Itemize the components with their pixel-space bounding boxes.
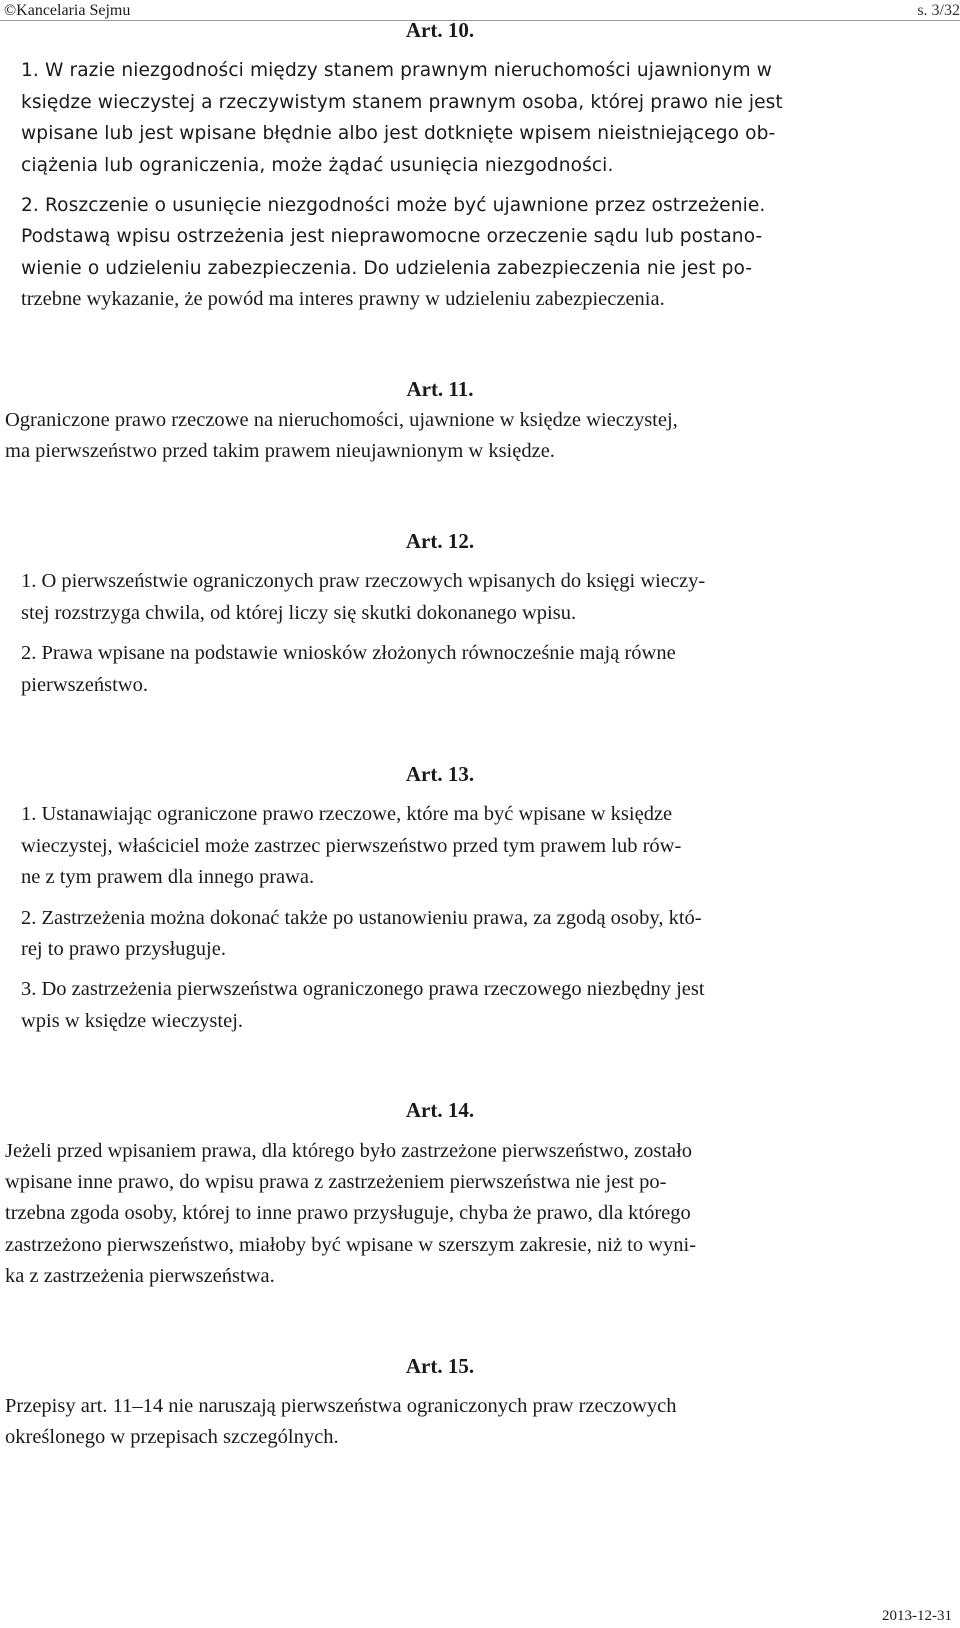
text-line: ka z zastrzeżenia pierwszeństwa. xyxy=(5,1265,275,1288)
text-line: stej rozstrzyga chwila, od której liczy się skutki dokonanego wpisu. xyxy=(21,601,577,624)
article-13-paragraph-2 xyxy=(5,903,875,966)
text-line: 1. Ustanawiając ograniczone prawo rzeczowe, które ma być wpisane w księdze xyxy=(21,803,673,826)
text-line: określonego w przepisach szczególnych. xyxy=(5,1426,339,1449)
text-line: wpisane inne prawo, do wpisu prawa z zastrzeżeniem pierwszeństwa nie jest po- xyxy=(5,1170,667,1193)
article-12-paragraph-2 xyxy=(5,638,875,701)
footer-date: 2013-12-31 xyxy=(882,1608,952,1624)
text-line: Podstawą wpisu ostrzeżenia jest nieprawomocne orzeczenie sądu lub postano- xyxy=(21,226,763,248)
text-line: rej to prawo przysługuje. xyxy=(21,937,226,960)
text-line: ma pierwszeństwo przed takim prawem nieujawnionym w księdze. xyxy=(5,440,555,463)
article-12-paragraph-1 xyxy=(5,566,875,629)
article-10-paragraph-2 xyxy=(5,190,875,316)
text-line: trzebna zgoda osoby, której to inne prawo przysługuje, chyba że prawo, dla którego xyxy=(5,1202,691,1225)
text-line: 1. W razie niezgodności między stanem prawnym nieruchomości ujawnionym w xyxy=(21,60,772,82)
article-12-title: Art. 12. xyxy=(405,528,475,553)
article-15-title: Art. 15. xyxy=(405,1353,475,1378)
text-line: 3. Do zastrzeżenia pierwszeństwa ograniczonego prawa rzeczowego niezbędny jest xyxy=(21,978,705,1001)
article-10-title: Art. 10. xyxy=(405,18,475,42)
text-line: 1. O pierwszeństwie ograniczonych praw rzeczowych wpisanych do księgi wieczy- xyxy=(21,570,706,593)
text-line: Jeżeli przed wpisaniem prawa, dla którego było zastrzeżone pierwszeństwo, zostało xyxy=(5,1139,693,1162)
article-13-paragraph-1 xyxy=(5,799,875,893)
article-14-paragraph xyxy=(5,1136,875,1293)
text-line: 2. Roszczenie o usunięcie niezgodności może być ujawnione przez ostrzeżenie. xyxy=(21,195,766,217)
article-13-title: Art. 13. xyxy=(405,761,475,786)
article-10-paragraph-1 xyxy=(5,55,875,181)
article-11-paragraph xyxy=(5,405,875,468)
article-13-paragraph-3 xyxy=(5,974,875,1037)
text-line: 2. Zastrzeżenia można dokonać także po ustanowieniu prawa, za zgodą osoby, któ- xyxy=(21,906,702,929)
header-page-number: s. 3/32 xyxy=(917,2,960,19)
text-line: Ograniczone prawo rzeczowe na nieruchomości, ujawnione w księdze wieczystej, xyxy=(5,409,678,432)
header-source: ©Kancelaria Sejmu xyxy=(4,2,131,19)
text-line: ciążenia lub ograniczenia, może żądać usunięcia niezgodności. xyxy=(21,154,614,176)
text-line: wienie o udzieleniu zabezpieczenia. Do udzielenia zabezpieczenia nie jest po- xyxy=(21,257,753,279)
article-15-paragraph xyxy=(5,1391,875,1454)
text-line: 2. Prawa wpisane na podstawie wniosków złożonych równocześnie mają równe xyxy=(21,642,676,665)
text-line: pierwszeństwo. xyxy=(21,673,148,696)
text-line: wpisane lub jest wpisane błędnie albo jest dotknięte wpisem nieistniejącego ob- xyxy=(21,123,776,145)
article-14-title: Art. 14. xyxy=(405,1098,475,1123)
text-line: trzebne wykazanie, że powód ma interes prawny w udzieleniu zabezpieczenia. xyxy=(21,288,665,311)
text-line: księdze wieczystej a rzeczywistym stanem prawnym osoba, której prawo nie jest xyxy=(21,91,783,113)
text-line: ne z tym prawem dla innego prawa. xyxy=(21,866,315,889)
text-line: zastrzeżono pierwszeństwo, miałoby być wpisane w szerszym zakresie, niż to wyni- xyxy=(5,1233,697,1256)
text-line: wieczystej, właściciel może zastrzec pierwszeństwo przed tym prawem lub rów- xyxy=(21,834,682,857)
text-line: wpis w księdze wieczystej. xyxy=(21,1009,244,1032)
article-11-title: Art. 11. xyxy=(406,376,474,401)
document-body xyxy=(5,15,875,1454)
text-line: Przepisy art. 11–14 nie naruszają pierwszeństwa ograniczonych praw rzeczowych xyxy=(5,1395,677,1417)
